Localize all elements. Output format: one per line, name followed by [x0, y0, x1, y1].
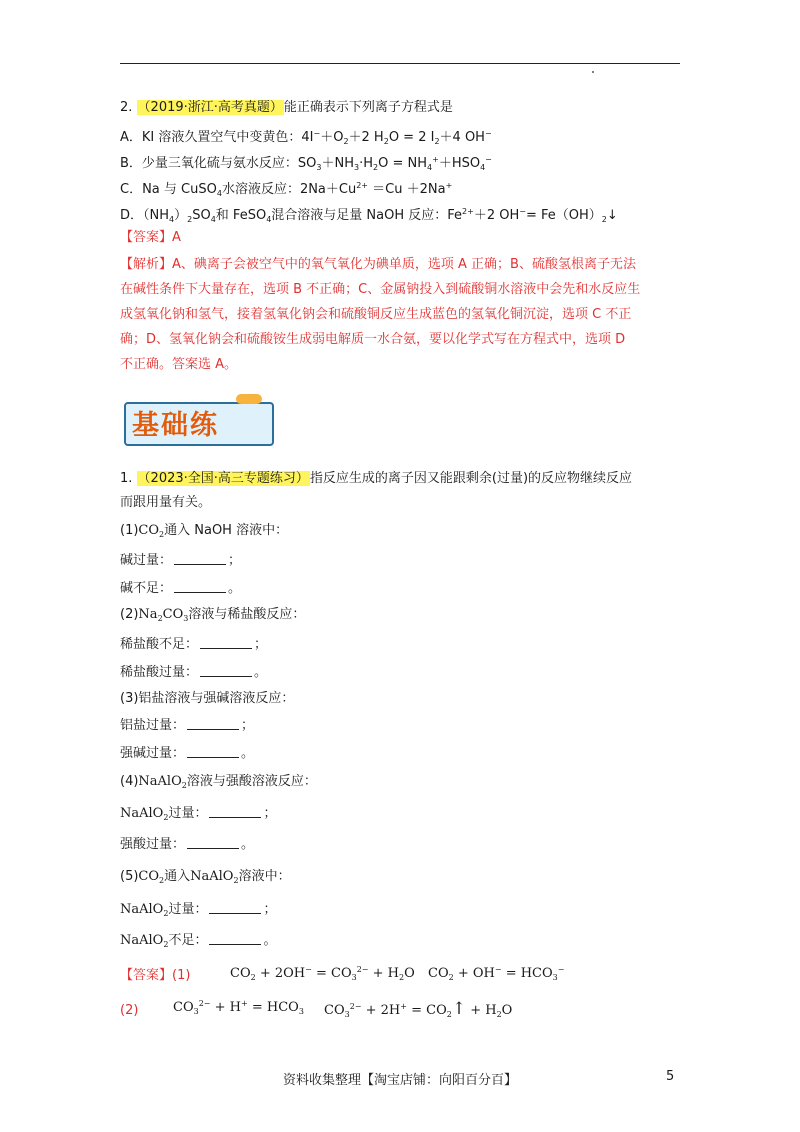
answer-blank[interactable]	[200, 636, 252, 649]
q1-part3-line1: 铝盐过量： ；	[120, 718, 255, 733]
section-title: 基础练	[132, 410, 219, 441]
q1-part4-title: (4)NaAlO$_2$溶液与强酸溶液反应：	[120, 774, 317, 790]
q1-answer-label: 【答案】(1)	[120, 968, 191, 983]
q1-part2-line1: 稀盐酸不足： ；	[120, 637, 268, 652]
q1-part3-title: (3)铝盐溶液与强碱溶液反应：	[120, 691, 295, 706]
q1-stem-line1: 1. （2023·全国·高三专题练习）指反应生成的离子因又能跟剩余(过量)的反应物继续反应	[120, 471, 633, 486]
equation-2: $CO_2 + OH^- = HCO_3^-$	[428, 965, 565, 982]
q2-analysis	[120, 252, 680, 377]
equation-1: $CO_2 + 2OH^- = CO_3^{2-} + H_2O$	[230, 965, 415, 982]
q2-option-d: D．$(NH_4)_2SO_4$和 FeSO$_4$混合溶液与足量 NaOH 反应：$Fe^{2+}+2$ $OH^-= Fe(OH)_2↓$	[120, 207, 618, 224]
answer-blank[interactable]	[209, 805, 261, 818]
page-number: 5	[666, 1069, 675, 1084]
q1-part3-line2: 强碱过量： 。	[120, 746, 255, 761]
section-banner	[118, 392, 276, 448]
q1-part1-line1: 碱过量： ；	[120, 553, 242, 568]
q2-option-c: C．Na 与 CuSO$_4$水溶液反应：$2Na+Cu^{2+} =Cu +2Na^+$	[120, 181, 453, 198]
answer-blank[interactable]	[187, 836, 239, 849]
analysis-line: 【解析】A、碘离子会被空气中的氧气氧化为碘单质，选项 A 正确；B、硫酸氢根离子无法	[120, 257, 636, 272]
q1-source-highlight: （2023·全国·高三专题练习）	[137, 471, 309, 486]
q1-part2-line2: 稀盐酸过量： 。	[120, 665, 268, 680]
header-dot	[592, 71, 594, 73]
q1-part4-line1: NaAlO$_2$过量： ；	[120, 806, 277, 822]
q1-part4-line2: 强酸过量： 。	[120, 837, 255, 852]
q2-stem-text: 能正确表示下列离子方程式是	[283, 100, 453, 115]
q1-part1-title: $(1)CO_2$通入 NaOH 溶液中：	[120, 523, 289, 539]
q1-stem-line2: 而跟用量有关。	[120, 495, 212, 510]
answer-blank[interactable]	[174, 580, 226, 593]
q2-answer: 【答案】A	[120, 230, 181, 245]
page-footer: 资料收集整理【淘宝店铺：向阳百分百】	[282, 1073, 517, 1088]
q1-part1-line2: 碱不足： 。	[120, 581, 242, 596]
q2-number: 2.	[120, 100, 133, 115]
analysis-line: 在碱性条件下大量存在，选项 B 不正确；C、金属钠投入到硫酸铜水溶液中会先和水反应生	[120, 282, 641, 297]
answer-blank[interactable]	[174, 552, 226, 565]
banner-ornament-icon	[236, 394, 262, 404]
q1-part5-title: $(5)CO_2$通入NaAlO$_2$溶液中：	[120, 869, 291, 885]
q1-answer-part2-label: (2)	[120, 1003, 139, 1018]
q2-option-b: B．少量三氧化硫与氨水反应：$SO_3+NH_3\cdot H_2O = NH_4^++HSO_4^-$	[120, 155, 492, 172]
answer-blank[interactable]	[187, 717, 239, 730]
equation-4: $CO_3^{2-} + 2H^+$ = $CO_2↑ + H_2O$	[324, 999, 513, 1019]
q1-part2-title: $(2)Na_2CO_3$溶液与稀盐酸反应：	[120, 607, 306, 623]
answer-blank[interactable]	[209, 901, 261, 914]
analysis-line: 不正确。答案选 A。	[120, 357, 238, 372]
answer-blank[interactable]	[200, 664, 252, 677]
q2-source-highlight: （2019·浙江·高考真题）	[137, 100, 283, 115]
header-rule	[120, 63, 680, 64]
answer-blank[interactable]	[187, 745, 239, 758]
q1-part5-line1: NaAlO$_2$过量： ；	[120, 902, 277, 918]
analysis-line: 成氢氧化钠和氢气，接着氢氧化钠会和硫酸铜反应生成蓝色的氢氧化铜沉淀，选项 C 不正	[120, 307, 632, 322]
equation-3: $CO_3^{2-} + H^+ = HCO_3$	[173, 999, 304, 1016]
q1-part5-line2: NaAlO$_2$不足： 。	[120, 933, 277, 949]
analysis-line: 确；D、氢氧化钠会和硫酸铵生成弱电解质一水合氨，要以化学式写在方程式中，选项 D	[120, 332, 626, 347]
q2-stem	[120, 99, 453, 117]
q2-option-a: A．KI 溶液久置空气中变黄色：$4I^-+O_2+2$ $H_2O = 2$ $I_2+4$ OH−	[120, 129, 492, 146]
answer-blank[interactable]	[209, 932, 261, 945]
